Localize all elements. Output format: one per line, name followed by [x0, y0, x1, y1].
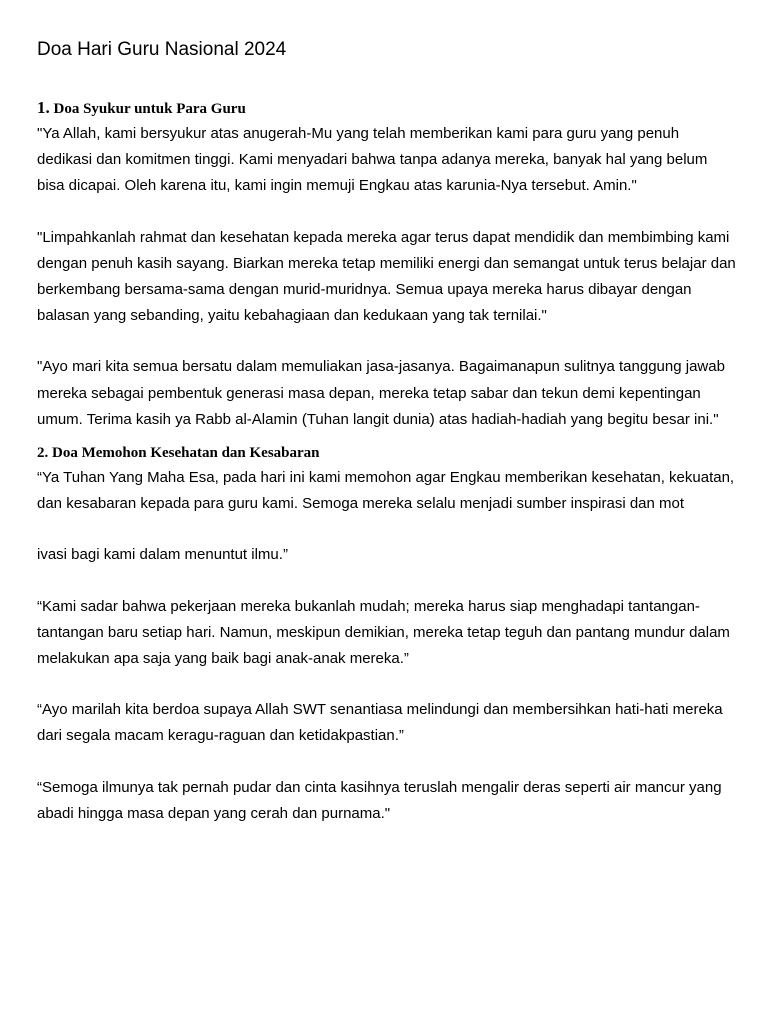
paragraph: “Ya Tuhan Yang Maha Esa, pada hari ini kami memohon agar Engkau memberikan kesehatan, kekuatan, dan kesabaran kepada para guru kami. Semoga mereka selalu menjadi sumber inspirasi dan mot: [37, 469, 735, 513]
paragraph-gap: [37, 517, 737, 542]
section-heading: [37, 96, 737, 121]
document-title: Doa Hari Guru Nasional 2024: [37, 39, 287, 60]
paragraph: ivasi bagi kami dalam menuntut ilmu.”: [37, 546, 288, 564]
paragraph: “Kami sadar bahwa pekerjaan mereka bukanlah mudah; mereka harus siap menghadapi tantangan-tantangan baru setiap hari. Namun, meskipun demikian, mereka tetap teguh dan pantang mundur dalam melakukan apa saja yang baik bagi anak-anak mereka.”: [37, 597, 730, 668]
section-number: 1.: [37, 98, 50, 117]
paragraph-gap: [37, 200, 737, 225]
paragraph: "Ayo mari kita semua bersatu dalam memuliakan jasa-jasanya. Bagaimanapun sulitnya tanggung jawab mereka sebagai pembentuk generasi masa depan, mereka tetap sabar dan tekun demi kepentingan umum. Terima kasih ya Rabb al-Alamin (Tuhan langit dunia) atas hadiah-hadiah yang begitu besar ini.": [37, 358, 725, 428]
paragraph-gap: [37, 329, 737, 354]
section-heading-text: Doa Memohon Kesehatan dan Kesabaran: [52, 445, 320, 462]
paragraph: “Semoga ilmunya tak pernah pudar dan cinta kasihnya teruslah mengalir deras seperti air mancur yang abadi hingga masa depan yang cerah dan purnama.": [37, 778, 722, 822]
paragraph: "Limpahkanlah rahmat dan kesehatan kepada mereka agar terus dapat mendidik dan membimbing kami dengan penuh kasih sayang. Biarkan mereka tetap memiliki energi dan semangat untuk terus belajar dan berkembang bersama-sama dengan murid-muridnya. Semua upaya mereka harus dibayar dengan balasan yang sebanding, yaitu kebahagiaan dan kedukaan yang tak ternilai.": [37, 228, 736, 325]
paragraph-gap: [37, 569, 737, 594]
paragraph: “Ayo marilah kita berdoa supaya Allah SWT senantiasa melindungi dan membersihkan hati-hati mereka dari segala macam keragu-raguan dan ketidakpastian.”: [37, 701, 723, 745]
document-page: [37, 36, 737, 827]
paragraph-gap: [37, 750, 737, 775]
paragraph: "Ya Allah, kami bersyukur atas anugerah-Mu yang telah memberikan kami para guru yang penuh dedikasi dan komitmen tinggi. Kami menyadari bahwa tanpa adanya mereka, banyak hal yang belum bisa dicapai. Oleh karena itu, kami ingin memuji Engkau atas karunia-Nya tersebut. Amin.": [37, 125, 708, 195]
section-heading: [37, 441, 737, 465]
section-doa-syukur: [37, 96, 737, 433]
paragraph-gap: [37, 672, 737, 697]
section-number: 2.: [37, 445, 49, 462]
section-heading-text: Doa Syukur untuk Para Guru: [53, 101, 246, 117]
section-doa-kesehatan: [37, 441, 737, 827]
section-gap: [37, 433, 737, 441]
